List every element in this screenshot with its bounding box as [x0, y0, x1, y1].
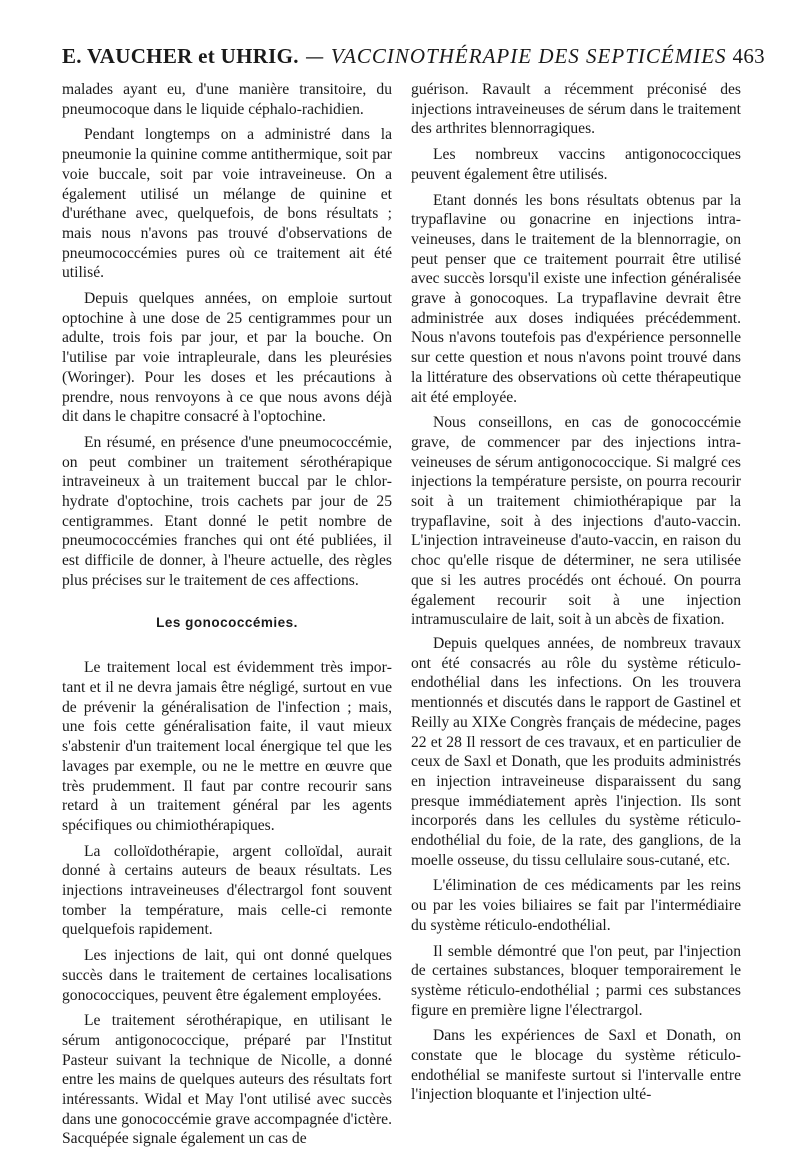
- paragraph: Depuis quelques années, on emploie surtout optochine à une dose de 25 centigrammes pour un adulte, trois fois par jour, et par la bouche. On l'utilise par voie intrapleurale, dans les pleurésies (Woringer). Pour les doses et les précautions à prendre, nous renvoyons à ce que nous avons déjà dit dans le chapitre consacré à l'optochine.: [62, 290, 392, 426]
- paragraph: La colloïdothérapie, argent colloïdal, aurait donné à certains auteurs de beaux résultats. Les injections intraveineuses d'électrargol font souvent tomber la température, mais celle-ci remonte quelquefois rapidement.: [62, 842, 392, 939]
- running-header: [62, 44, 765, 69]
- paragraph: Depuis quelques années, de nombreux travaux ont été consacrés au rôle du système réticulo-endothélial dans les infections. On les trouvera mentionnés et discutés dans le rapport de Gastinel et Reilly au XIXe Congrès français de médecine, pages 22 et 28 Il ressort de ces travaux, et en particulier de ceux de Saxl et Donath, que les produits administrés en injection intraveineuse disparaissent du sang presque immédiatement après l'injection. Ils sont incorporés dans les cellules du système réticulo-endothélial du foie, de la rate, des ganglions, de la moelle osseuse, du tissu cellulaire sous-cutané, etc.: [411, 635, 741, 869]
- header-title: VACCINOTHÉRAPIE DES SEPTICÉMIES: [330, 44, 727, 68]
- left-column: [62, 80, 392, 1155]
- paragraph: En résumé, en présence d'une pneumococcémie, on peut combiner un traitement sérothérapique intraveineux à un traitement buccal par le chlorhydrate d'optochine, trois cachets par jour de 25 centigrammes. Etant donné le petit nombre de pneumococcémies franches qui ont été publiées, il est difficile de donner, à l'heure actuelle, des règles plus précises sur le traitement de ces affections.: [62, 433, 392, 589]
- right-column-top: [411, 80, 741, 636]
- paragraph: Les nombreux vaccins antigonococciques peuvent également être utilisés.: [411, 146, 741, 183]
- paragraph: Pendant longtemps on a administré dans la pneumonie la quinine comme antithermique, soit par voie buccale, soit par voie intraveineuse. On a également utilisé un mélange de quinine et d'uréthane avec, quelquefois, de bons résultats ; mais nous n'avons pas trouvé d'observations de pneumococcémies pures où ce traitement ait été utilisé.: [62, 126, 392, 282]
- paragraph: Etant donnés les bons résultats obtenus par la trypaflavine ou gonacrine en injections intraveineuses, dans le traitement de la blennorragie, on peut penser que ce traitement pourrait être utilisé avec succès lorsqu'il existe une infection généralisée grave à gonocoques. La trypaflavine devrait être administrée aux doses indiquées précédemment. Nous n'avons toutefois pas d'expérience personnelle sur cette question et nous n'avons point trouvé dans la littérature des observations où cette thérapeutique ait été employée.: [411, 191, 741, 406]
- paragraph: Le traitement local est évidemment très important et il ne devra jamais être négligé, surtout en vue de prévenir la généralisation de l'infection ; mais, une fois cette généralisation faite, il vaut mieux s'abstenir d'un traitement local énergique tel que les lavages par exemple, ou ne le mettre en œuvre que très prudemment. Il faut par contre recourir sans retard à un traitement général par les agents spécifiques ou chimiothérapiques.: [62, 659, 392, 834]
- paragraph: Le traitement sérothérapique, en utilisant le sérum antigonococcique, préparé par l'Institut Pasteur suivant la technique de Nicolle, a donné entre les mains de quelques auteurs des résultats fort intéressants. Widal et May l'ont utilisé avec succès dans une gonococcémie grave accompagnée d'ictère. Sacquépée signale également un cas de: [62, 1012, 392, 1148]
- section-heading: Les gonococcémies.: [156, 614, 298, 630]
- header-separator: —: [298, 46, 331, 68]
- right-column-bottom: [411, 634, 741, 1111]
- page-number: 463: [732, 44, 765, 68]
- paragraph: Les injections de lait, qui ont donné quelques succès dans le traitement de certaines localisations gonococciques, peuvent être également employées.: [62, 947, 392, 1004]
- header-authors: E. VAUCHER et UHRIG.: [62, 44, 299, 68]
- paragraph: malades ayant eu, d'une manière transitoire, du pneumocoque dans le liquide céphalo-rachidien.: [62, 81, 392, 118]
- paragraph: L'élimination de ces médicaments par les reins ou par les voies biliaires se fait par l'intermédiaire du système réticulo-endothélial.: [411, 877, 741, 934]
- paragraph: guérison. Ravault a récemment préconisé des injections intraveineuses de sérum dans le traitement des arthrites blennorragiques.: [411, 81, 741, 138]
- paragraph: Il semble démontré que l'on peut, par l'injection de certaines substances, bloquer temporairement le système réticulo-endothélial ; parmi ces substances figure en première ligne l'électrargol.: [411, 942, 741, 1019]
- paragraph: Nous conseillons, en cas de gonococcémie grave, de commencer par des injections intraveineuses de sérum antigonococcique. Si malgré ces injections la température persiste, on pourra recourir soit à un traitement chimiothérapique par la trypaflavine, soit à des injections d'auto-vaccin. L'injection intraveineuse d'auto-vaccin, en raison du choc qu'elle risque de déterminer, ne sera utilisée que si les autres procédés ont échoué. On pourra également recourir soit à une injection intramusculaire de lait, soit à un abcès de fixation.: [411, 414, 741, 629]
- paragraph: Dans les expériences de Saxl et Donath, on constate que le blocage du système réticulo-endothélial se manifeste surtout si l'intervalle entre l'injection bloquante et l'injection ulté-: [411, 1027, 741, 1104]
